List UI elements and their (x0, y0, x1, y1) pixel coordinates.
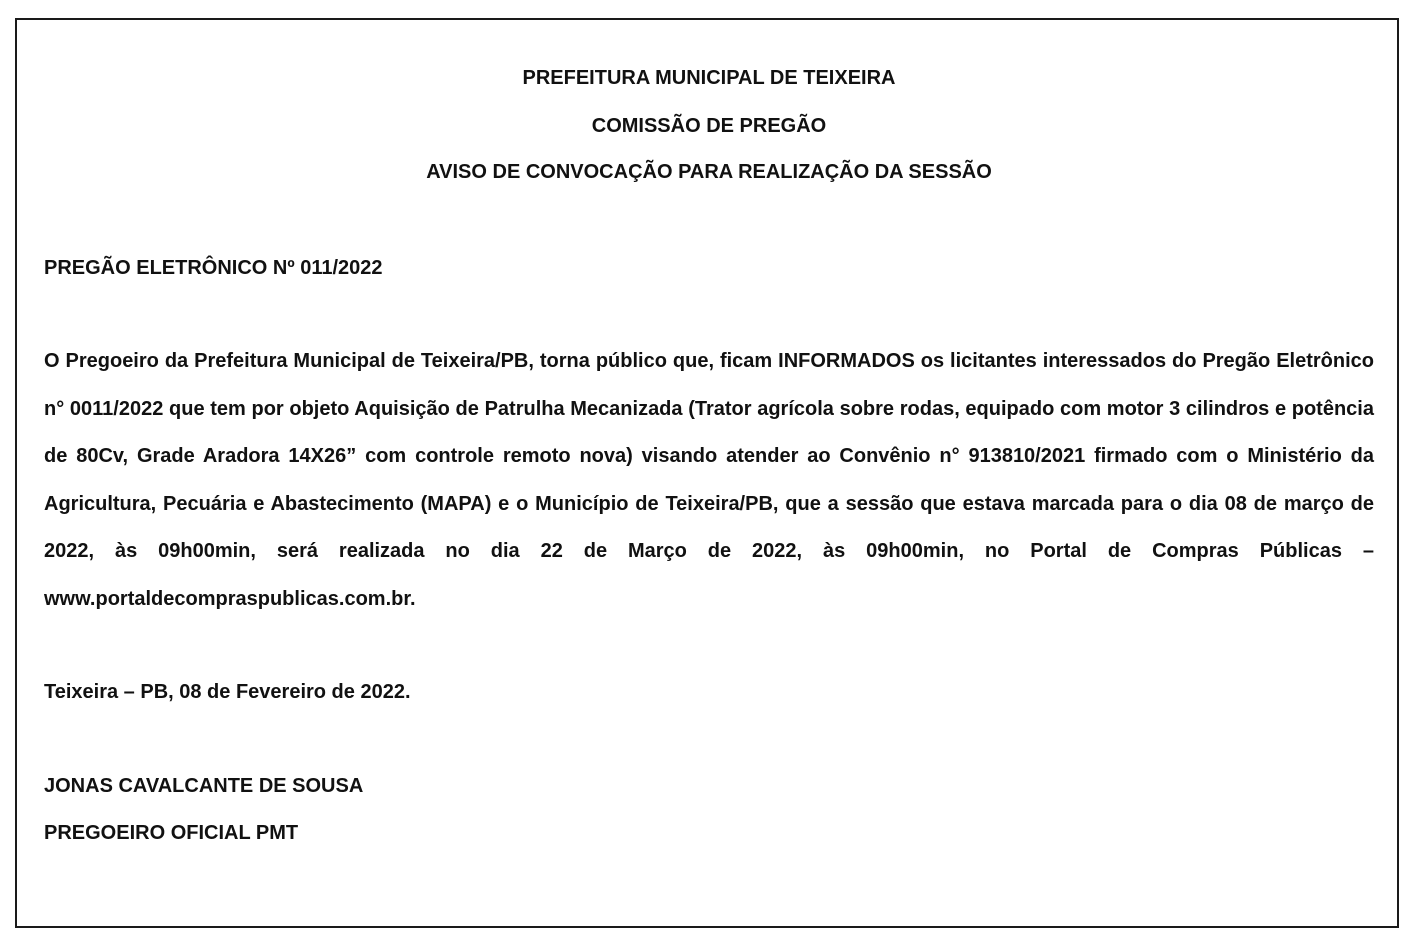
notice-body: O Pregoeiro da Prefeitura Municipal de Teixeira/PB, torna público que, ficam INFORMADOS os licitantes interessados do Pregão Eletrônico n° 0011/2022 que tem por objeto Aquisição de Patrulha Mecanizada (Trator agrícola sobre rodas, equipado com motor 3 cilindros e potência de 80Cv, Grade Aradora 14X26” com controle remoto nova) visando atender ao Convênio n° 913810/2021 firmado com o Ministério da Agricultura, Pecuária e Abastecimento (MAPA) e o Município de Teixeira/PB, que a sessão que estava marcada para o dia 08 de março de 2022, às 09h00min, será realizada no dia 22 de Março de 2022, às 09h00min, no Portal de Compras Públicas – www.portaldecompraspublicas.com.br. (44, 350, 1374, 610)
notice-number: PREGÃO ELETRÔNICO Nº 011/2022 (44, 257, 383, 279)
header-municipality: PREFEITURA MUNICIPAL DE TEIXEIRA (522, 67, 896, 89)
place-date: Teixeira – PB, 08 de Fevereiro de 2022. (44, 681, 411, 703)
header-notice-title: AVISO DE CONVOCAÇÃO PARA REALIZAÇÃO DA SESSÃO (426, 161, 992, 183)
header-commission: COMISSÃO DE PREGÃO (591, 115, 827, 137)
signatory-role: PREGOEIRO OFICIAL PMT (44, 822, 299, 844)
signatory-name: JONAS CAVALCANTE DE SOUSA (44, 775, 364, 797)
